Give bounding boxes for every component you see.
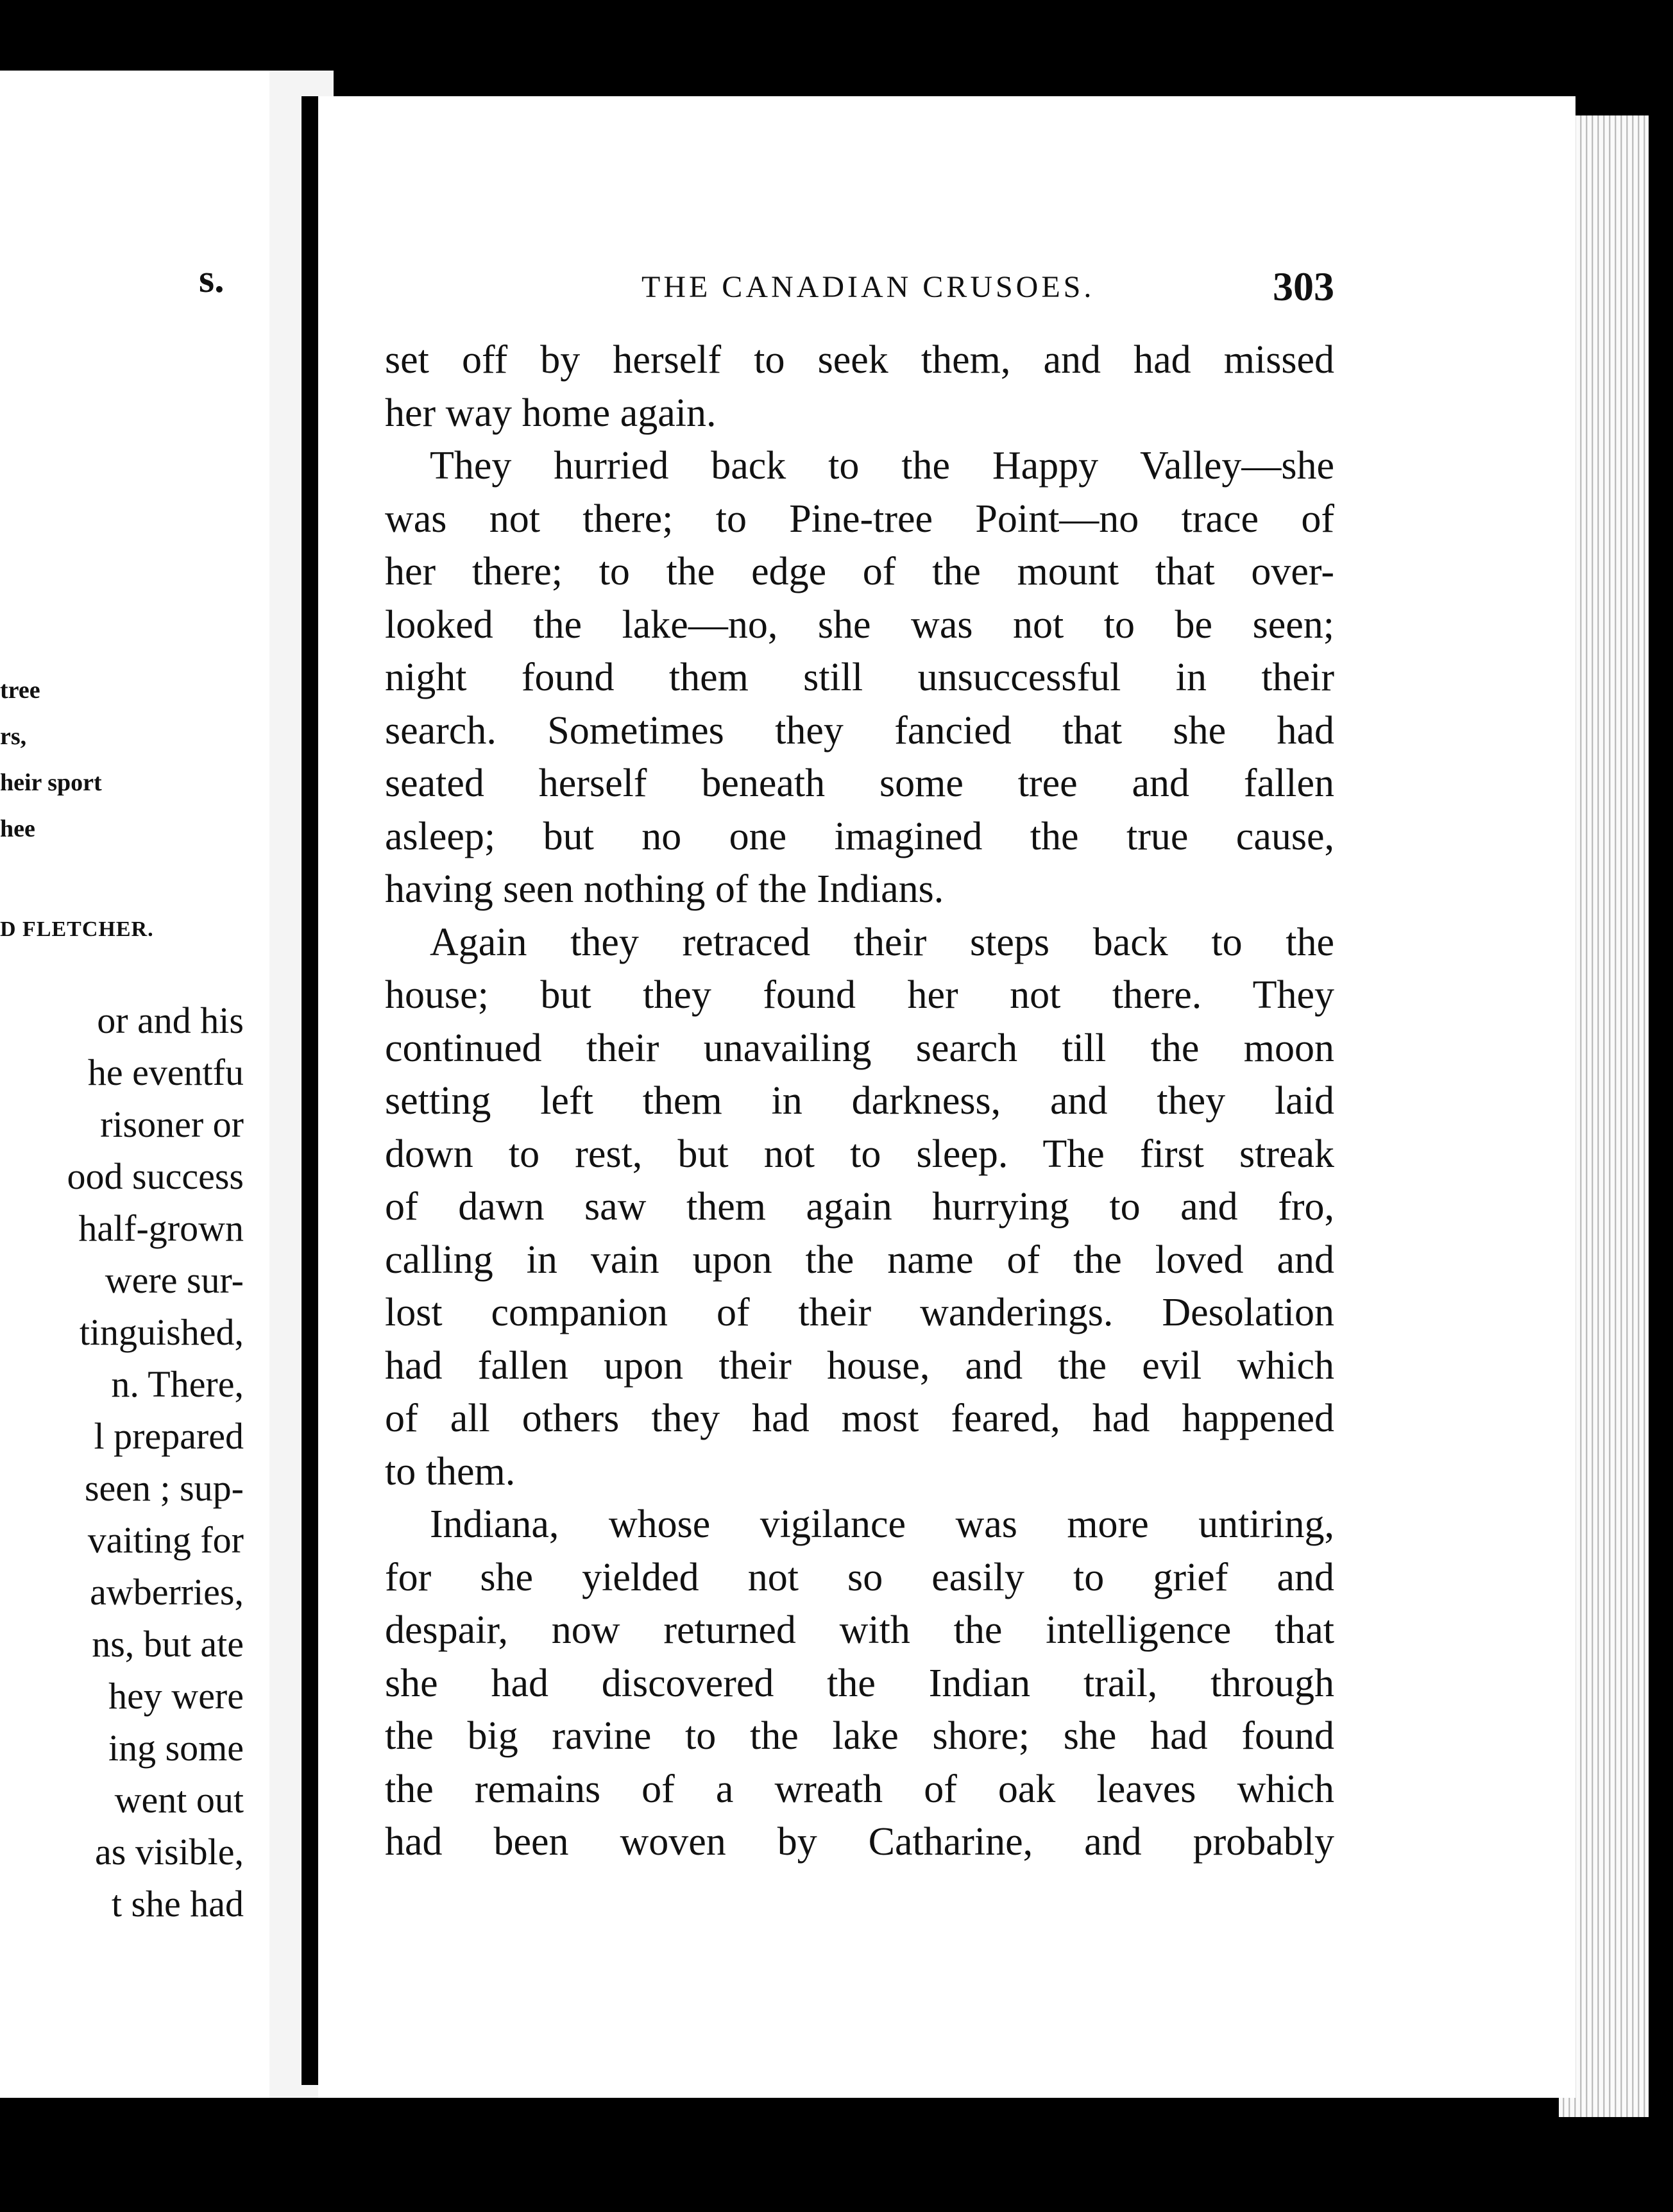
text-line: house; but they found her not there. They [385, 973, 1334, 1017]
poem-line: rs, [0, 723, 27, 750]
left-body-line: vaiting for [87, 1519, 244, 1561]
poem-line: tree [0, 677, 40, 704]
text-line: search. Sometimes they fancied that she had [385, 708, 1334, 753]
text-line: setting left them in darkness, and they laid [385, 1079, 1334, 1123]
text-line: was not there; to Pine-tree Point—no trace of [385, 497, 1334, 541]
text-line: had been woven by Catharine, and probably [385, 1820, 1334, 1864]
text-line: for she yielded not so easily to grief and [385, 1555, 1334, 1599]
left-body-line: awberries, [90, 1571, 244, 1613]
text-line: to them. [385, 1449, 516, 1493]
left-body-line: t she had [111, 1883, 244, 1925]
left-body-line: were sur- [105, 1259, 244, 1301]
left-body-line: went out [114, 1779, 244, 1821]
text-line: despair, now returned with the intelligence that [385, 1608, 1334, 1652]
text-line: her there; to the edge of the mount that over- [385, 550, 1334, 593]
text-line: night found them still unsuccessful in their [385, 656, 1334, 699]
text-line: set off by herself to seek them, and had missed [385, 338, 1334, 382]
text-line: asleep; but no one imagined the true cause, [385, 814, 1334, 858]
text-line: the big ravine to the lake shore; she had found [385, 1714, 1334, 1758]
left-page [0, 71, 269, 2098]
text-line: Indiana, whose vigilance was more untiring, [430, 1502, 1334, 1546]
left-body-line: l prepared [94, 1415, 244, 1457]
text-line: They hurried back to the Happy Valley—she [430, 444, 1334, 488]
text-line: of dawn saw them again hurrying to and fro, [385, 1185, 1334, 1229]
left-body-line: hey were [108, 1675, 244, 1717]
text-line: of all others they had most feared, had happened [385, 1397, 1334, 1440]
text-line: lost companion of their wanderings. Desolation [385, 1291, 1334, 1334]
text-line: looked the lake—no, she was not to be seen; [385, 602, 1334, 647]
left-body-line: he eventfu [87, 1051, 244, 1093]
text-line: Again they retraced their steps back to the [430, 920, 1334, 964]
poem-attribution: D FLETCHER. [0, 917, 154, 941]
left-page-corner-mark: s. [199, 257, 225, 301]
text-line: continued their unavailing search till the moon [385, 1026, 1334, 1070]
left-body-line: half-grown [78, 1207, 244, 1249]
left-body-line: n. There, [111, 1363, 244, 1405]
left-body-line: ns, but ate [92, 1623, 244, 1665]
left-page-body [0, 994, 244, 1930]
text-line: had fallen upon their house, and the evil which [385, 1343, 1334, 1388]
page-body-text [385, 334, 1334, 1869]
poem-line: hee [0, 815, 35, 842]
text-line: down to rest, but not to sleep. The first streak [385, 1132, 1334, 1176]
left-body-line: tinguished, [79, 1311, 244, 1353]
page-number: 303 [1273, 264, 1334, 309]
page-spine-shadow [301, 96, 318, 2085]
text-line: her way home again. [385, 391, 717, 435]
text-line: calling in vain upon the name of the loved and [385, 1238, 1334, 1282]
left-body-line: ing some [108, 1727, 244, 1769]
left-body-line: as visible, [95, 1831, 244, 1873]
left-body-line: risoner or [100, 1103, 244, 1145]
running-head [641, 264, 1347, 321]
text-line: having seen nothing of the Indians. [385, 867, 944, 911]
text-line: seated herself beneath some tree and fallen [385, 761, 1334, 805]
left-page-poem [0, 667, 269, 852]
running-title: THE CANADIAN CRUSOES. [641, 270, 1095, 304]
text-line: the remains of a wreath of oak leaves which [385, 1767, 1334, 1811]
left-body-line: seen ; sup- [84, 1467, 244, 1509]
text-line: she had discovered the Indian trail, through [385, 1661, 1334, 1705]
left-body-line: or and his [97, 1000, 244, 1041]
left-body-line: ood success [67, 1155, 244, 1197]
poem-line: heir sport [0, 769, 102, 796]
